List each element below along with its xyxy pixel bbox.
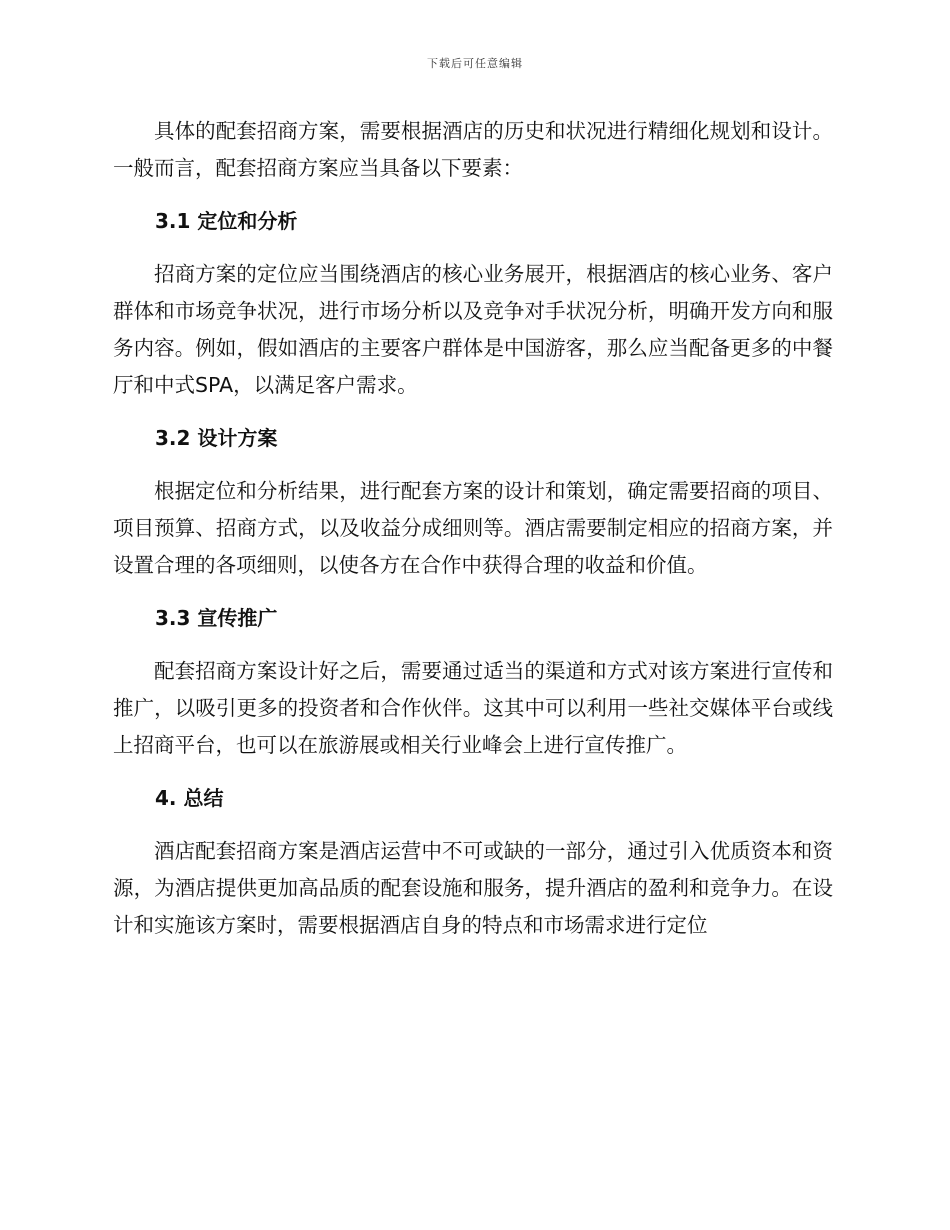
section-heading-3-3: 3.3 宣传推广 xyxy=(155,606,278,630)
section-heading-3-1: 3.1 定位和分析 xyxy=(155,209,298,233)
intro-paragraph: 具体的配套招商方案，需要根据酒店的历史和状况进行精细化规划和设计。一般而言，配套招商方案应当具备以下要素： xyxy=(113,119,833,180)
section-paragraph-3-3: 配套招商方案设计好之后，需要通过适当的渠道和方式对该方案进行宣传和推广，以吸引更多的投资者和合作伙伴。这其中可以利用一些社交媒体平台或线上招商平台，也可以在旅游展或相关行业峰会上进行宣传推广。 xyxy=(113,659,833,757)
section-paragraph-3-2: 根据定位和分析结果，进行配套方案的设计和策划，确定需要招商的项目、项目预算、招商方式，以及收益分成细则等。酒店需要制定相应的招商方案，并设置合理的各项细则，以使各方在合作中获得合理的收益和价值。 xyxy=(113,479,833,577)
page-header-note: 下载后可任意编辑 xyxy=(427,57,523,70)
section-paragraph-4: 酒店配套招商方案是酒店运营中不可或缺的一部分，通过引入优质资本和资源，为酒店提供更加高品质的配套设施和服务，提升酒店的盈利和竞争力。在设计和实施该方案时，需要根据酒店自身的特点和市场需求进行定位 xyxy=(113,839,833,937)
document-body xyxy=(113,113,833,960)
section-heading-4: 4. 总结 xyxy=(155,786,224,810)
section-paragraph-3-1: 招商方案的定位应当围绕酒店的核心业务展开，根据酒店的核心业务、客户群体和市场竞争状况，进行市场分析以及竞争对手状况分析，明确开发方向和服务内容。例如，假如酒店的主要客户群体是中国游客，那么应当配备更多的中餐厅和中式SPA，以满足客户需求。 xyxy=(113,262,833,397)
section-heading-3-2: 3.2 设计方案 xyxy=(155,426,278,450)
